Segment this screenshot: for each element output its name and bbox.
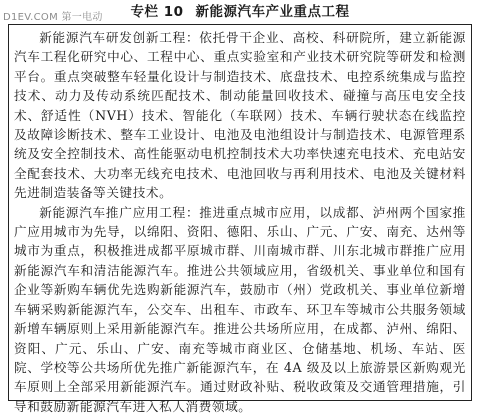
paragraph-promotion-engineering: 新能源汽车推广应用工程：推进重点城市应用，以成都、泸州两个国家推广应用城市为先导，以绵阳、资阳、德阳、乐山、广元、广安、南充、达州等城市为重点，积极推进成都平原城市群、川南城市群、川东北城市群推广应用新能源汽车和清洁能源汽车。推进公共领域应用，省级机关、事业单位和国有企业等新购车辆优先选购新能源汽车，鼓励市（州）党政机关、事业单位新增车辆采购新能源汽车，公交车、出租车、市政车、环卫车等城市公共服务领域新增车辆原则上采用新能源汽车。推进公共场所应用，在成都、泸州、绵阳、资阳、广元、乐山、广安、南充等城市商业区、仓储基地、机场、车站、医院、学校等公共场所优先推广新能源汽车，在 4A 级及以上旅游景区新购观光车原则上全部采用新能源汽车。通过财政补贴、税收政策及交通管理措施，引导和鼓励新能源汽车进入私人消费领域。 bbox=[14, 204, 466, 414]
box-content bbox=[14, 28, 466, 416]
box-title bbox=[0, 2, 480, 22]
watermark: D1EV.COM 第一电动 bbox=[3, 12, 103, 23]
paragraph-rd-engineering: 新能源汽车研发创新工程：依托骨干企业、高校、科研院所，建立新能源汽车工程化研究中心、工程中心、重点实验室和产业技术研究院等研发和检测平台。重点突破整车轻量化设计与制造技术、底盘技术、电控系统集成与监控技术、动力及传动系统匹配技术、制动能量回收技术、碰撞与高压电安全技术、舒适性（NVH）技术、智能化（车联网）技术、车辆行驶状态在线监控及故障诊断技术、整车工业设计、电池及电池组设计与制造技术、电源管理系统及安全控制技术、高性能驱动电机控制技术大功率快速充电技术、充电站安全配套技术、大功率无线充电技术、电池回收与再利用技术、电池及关键材料先进制造装备等关键技术。 bbox=[14, 30, 466, 201]
box-heading: 新能源汽车产业重点工程 bbox=[195, 4, 350, 20]
box-number: 专栏 10 bbox=[130, 4, 184, 20]
